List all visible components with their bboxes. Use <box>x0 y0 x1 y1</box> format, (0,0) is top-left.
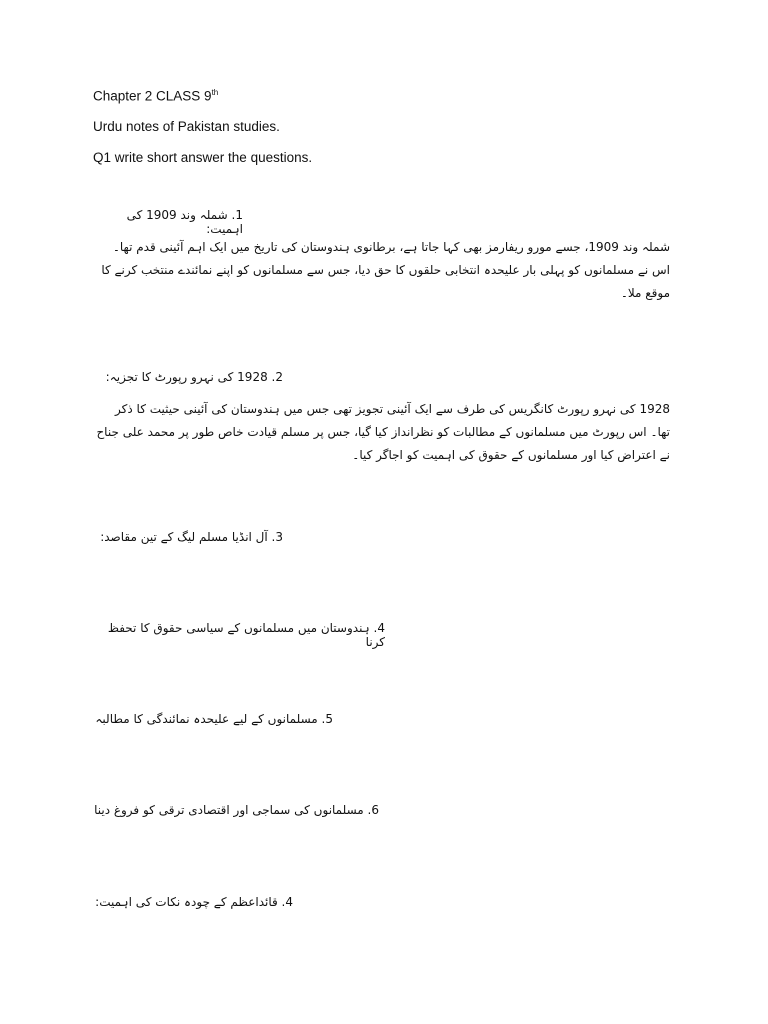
section-1-heading: 1. شملہ وند 1909 کی اہمیت: <box>126 208 243 236</box>
subtitle: Urdu notes of Pakistan studies. <box>93 119 280 134</box>
section-3-heading: 3. آل انڈیا مسلم لیگ کے تین مقاصد: <box>100 530 283 544</box>
section-2-body: 1928 کی نہرو رپورٹ کانگریس کی طرف سے ایک آئینی تجویز تھی جس میں ہندوستان کی آئینی حیثیت کا ذکر تھا۔ اس رپورٹ میں مسلمانوں کے مطالبات کو نظرانداز کیا گیا، جس پر مسلم قیادت خاص طور پر محمد علی جناح نے اعتراض کیا اور مسلمانوں کے حقوق کی اہمیت کو اجاگر کیا۔ <box>96 402 670 462</box>
section-2-heading: 2. 1928 کی نہرو رپورٹ کا تجزیہ: <box>105 370 283 384</box>
section-4-heading: 4. ہندوستان میں مسلمانوں کے سیاسی حقوق کا تحفظ کرنا <box>107 621 385 649</box>
section-1-body: شملہ وند 1909، جسے مورو ریفارمز بھی کہا جاتا ہے، برطانوی ہندوستان کی تاریخ میں ایک اہم آئینی قدم تھا۔ اس نے مسلمانوں کو پہلی بار علیحدہ انتخابی حلقوں کا حق دیا، جس سے مسلمانوں کو اپنے نمائندے منتخب کرنے کا موقع ملا۔ <box>101 240 670 300</box>
chapter-title-superscript: th <box>211 88 219 97</box>
section-6-heading: 6. مسلمانوں کی سماجی اور اقتصادی ترقی کو فروغ دینا <box>94 803 379 817</box>
instruction: Q1 write short answer the questions. <box>93 150 313 165</box>
chapter-title: Chapter 2 CLASS 9th <box>93 88 219 104</box>
section-5-heading: 5. مسلمانوں کے لیے علیحدہ نمائندگی کا مطالبہ <box>95 712 333 726</box>
section-7-heading: 4. قائداعظم کے چودہ نکات کی اہمیت: <box>95 895 293 909</box>
